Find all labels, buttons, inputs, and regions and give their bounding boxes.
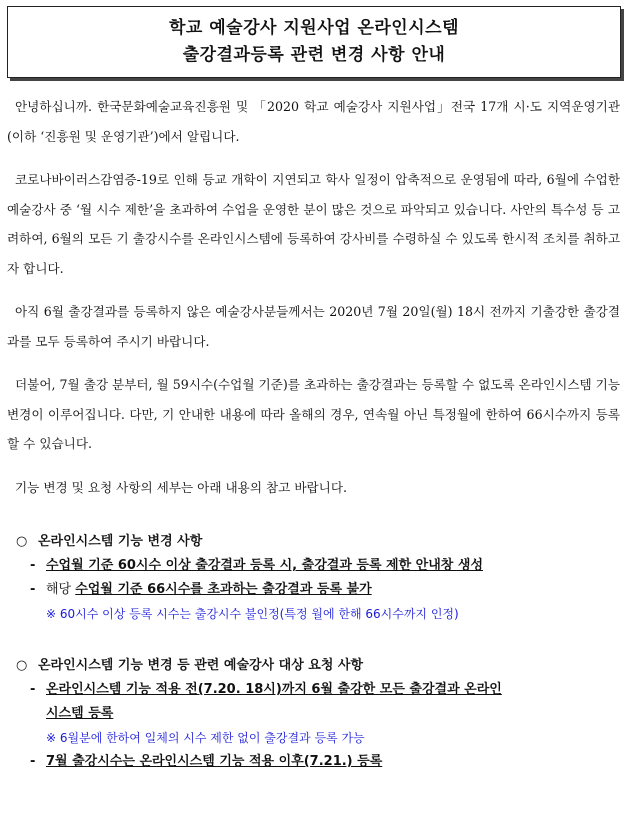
title-line-2: 출강결과등록 관련 변경 사항 안내: [182, 45, 446, 65]
title-line-1: 학교 예술강사 지원사업 온라인시스템: [168, 18, 459, 38]
item-text: 시스템 등록: [46, 706, 114, 721]
paragraph-july-change: 더불어, 7월 출강 분부터, 월 59시수(수업월 기준)를 초과하는 출강결과는 등록할 수 없도록 온라인시스템 기능 변경이 이루어집니다. 다만, 기 안내한 내용에 따라 올해의 경우, 연속월 아닌 특정월에 한하여 66시수까지 등록할 수 있습니다.: [7, 377, 620, 451]
item-text: 수업월 기준 60시수 이상 출강결과 등록 시, 출강결과 등록 제한 안내창 생성: [46, 558, 483, 573]
item-text: 수업월 기준 66시수를 초과하는 출강결과 등록 불가: [75, 582, 372, 597]
dash-bullet: -: [30, 754, 36, 769]
section-title-text: 온라인시스템 기능 변경 등 관련 예술강사 대상 요청 사항: [38, 658, 364, 673]
paragraph-greeting: 안녕하십니까. 한국문화예술교육진흥원 및 「2020 학교 예술강사 지원사업」전국 17개 시·도 지역운영기관(이하 ‘진흥원 및 운영기관’)에서 알립니다.: [7, 99, 620, 144]
paragraph-covid: 코로나바이러스감염증-19로 인해 등교 개학이 지연되고 학사 일정이 압축적으로 운영됨에 따라, 6월에 수업한 예술강사 중 ‘월 시수 제한’을 초과하여 수업을 운영한 분이 많은 것으로 파악되고 있습니다. 사안의 특수성 등 고려하여, 6월의 모든 기 출강시수를 온라인시스템에 등록하여 강사비를 수령하실 수 있도록 한시적 조치를 취하고자 합니다.: [7, 172, 620, 276]
section-system-changes: [0, 530, 632, 626]
item-prefix: 해당: [46, 582, 76, 597]
section-title-text: 온라인시스템 기능 변경 사항: [38, 534, 203, 549]
circle-bullet-icon: ○: [16, 658, 28, 673]
note-text: ※ 60시수 이상 등록 시수는 출강시수 불인정(특정 월에 한해 66시수까지 인정): [46, 607, 459, 621]
item-text: 7월 출강시수는 온라인시스템 기능 적용 이후(7.21.) 등록: [46, 754, 383, 769]
dash-bullet: -: [30, 582, 36, 597]
dash-bullet: -: [30, 558, 36, 573]
section-title: [0, 530, 632, 554]
paragraph-reference: 기능 변경 및 요청 사항의 세부는 아래 내용의 참고 바랍니다.: [15, 479, 348, 495]
circle-bullet-icon: ○: [16, 534, 28, 549]
section-requests: [0, 654, 632, 774]
list-item: [0, 750, 632, 774]
title-box: [7, 6, 621, 78]
document-body: [0, 92, 632, 774]
list-item: [0, 578, 632, 602]
dash-bullet: -: [30, 682, 36, 697]
list-item: [0, 554, 632, 578]
note-text: ※ 6월분에 한하여 일체의 시수 제한 없이 출강결과 등록 가능: [46, 731, 365, 745]
section-title: [0, 654, 632, 678]
item-text: 온라인시스템 기능 적용 전(7.20. 18시)까지 6월 출강한 모든 출강결과 온라인: [46, 682, 502, 697]
list-item: [0, 678, 632, 702]
list-item-continuation: [0, 702, 632, 726]
paragraph-deadline: 아직 6월 출강결과를 등록하지 않은 예술강사분들께서는 2020년 7월 20일(월) 18시 전까지 기출강한 출강결과를 모두 등록하여 주시기 바랍니다.: [7, 304, 620, 349]
